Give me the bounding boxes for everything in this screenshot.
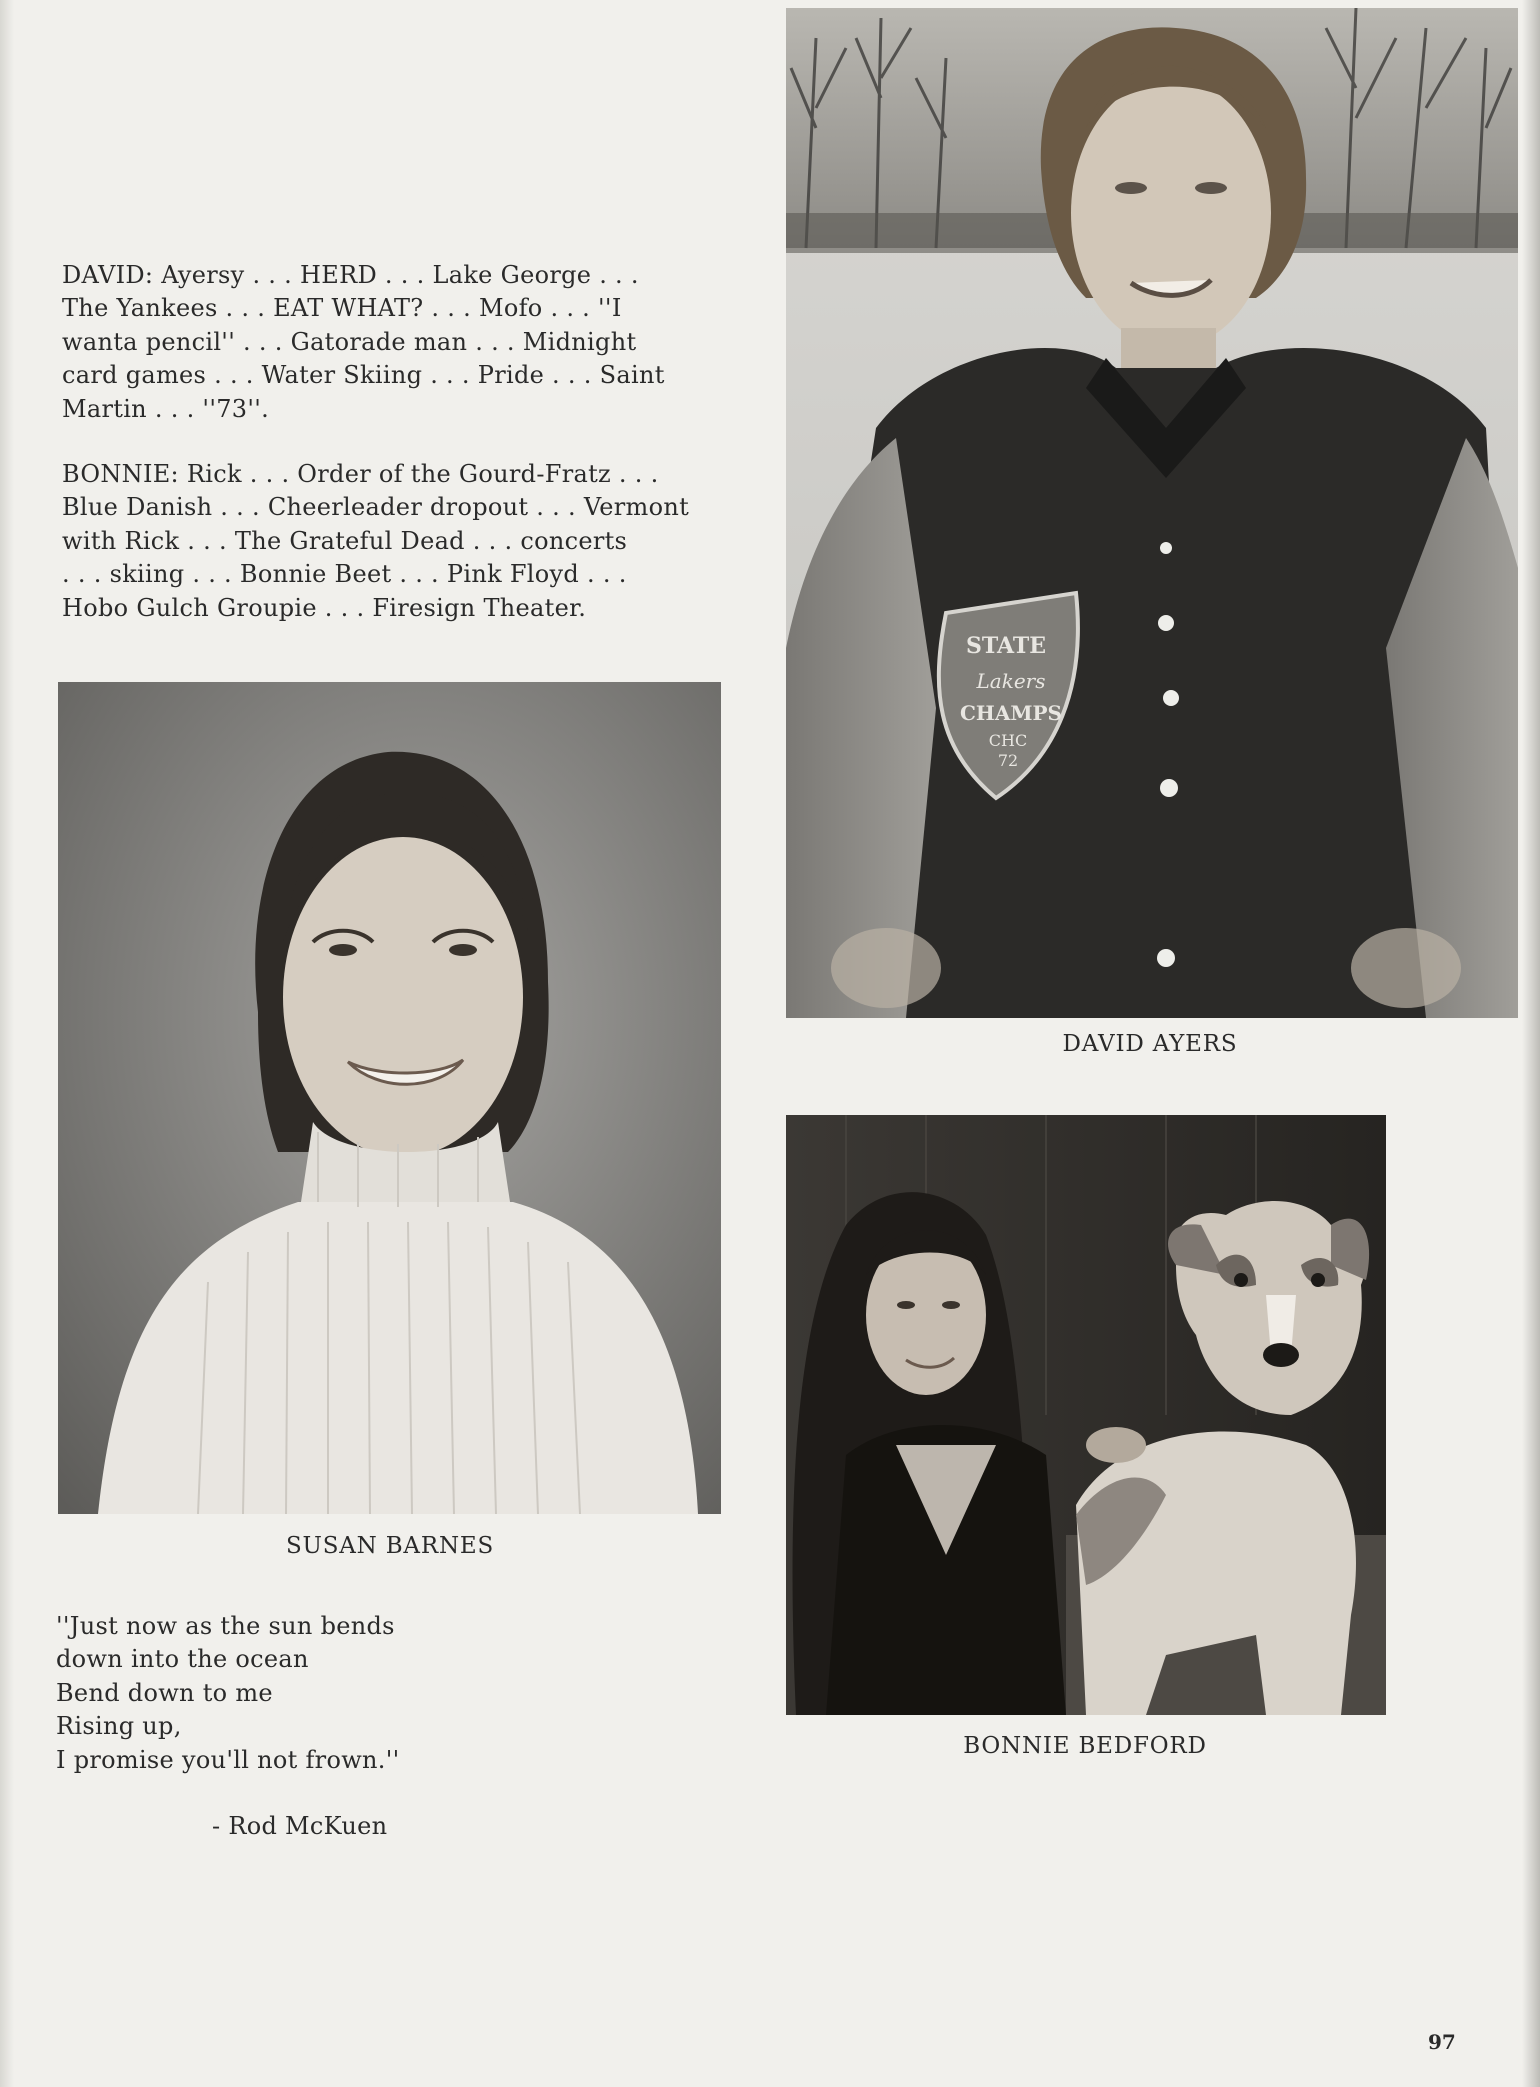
quote-line: ''Just now as the sun bends xyxy=(56,1612,395,1640)
page-number: 97 xyxy=(1428,2030,1456,2054)
rod-mckuen-quote xyxy=(56,1610,400,1777)
quote-line: Bend down to me xyxy=(56,1678,273,1707)
bio-line: card games . . . Water Skiing . . . Pride . . . Saint xyxy=(62,361,665,390)
bio-line: The Yankees . . . EAT WHAT? . . . Mofo . . . ''I xyxy=(62,294,622,323)
quote-attribution: - Rod McKuen xyxy=(212,1812,388,1840)
quote-line: Rising up, xyxy=(56,1712,182,1741)
patch-text-chc: CHC xyxy=(988,731,1028,750)
david-bio xyxy=(62,259,665,426)
page-edge-left xyxy=(0,0,14,2087)
susan-barnes-photo xyxy=(58,682,721,1514)
patch-text-champs: CHAMPS xyxy=(960,701,1062,725)
caption-susan-barnes: SUSAN BARNES xyxy=(285,1533,495,1559)
bio-line: . . . skiing . . . Bonnie Beet . . . Pink Floyd . . . xyxy=(62,560,627,589)
quote-line: down into the ocean xyxy=(56,1645,309,1674)
caption-bonnie-bedford: BONNIE BEDFORD xyxy=(963,1733,1207,1759)
bonnie-bio xyxy=(62,458,689,625)
caption-david-ayers: DAVID AYERS xyxy=(1062,1031,1238,1057)
bio-line: Martin . . . ''73''. xyxy=(62,394,270,423)
patch-text-lakers: Lakers xyxy=(976,669,1046,693)
bio-line: DAVID: Ayersy . . . HERD . . . Lake George . . . xyxy=(62,261,639,289)
patch-text-state: STATE xyxy=(965,633,1047,659)
bio-line: with Rick . . . The Grateful Dead . . . concerts xyxy=(62,526,628,555)
patch-text-year: 72 xyxy=(997,751,1019,770)
bonnie-bedford-photo xyxy=(786,1115,1386,1715)
bio-line: BONNIE: Rick . . . Order of the Gourd-Fratz . . . xyxy=(62,460,659,488)
bio-line: Blue Danish . . . Cheerleader dropout . . . Vermont xyxy=(62,493,690,522)
page-edge-right xyxy=(1522,0,1540,2087)
bio-line: wanta pencil'' . . . Gatorade man . . . Midnight xyxy=(62,327,637,356)
david-ayers-photo xyxy=(786,8,1518,1018)
quote-line: I promise you'll not frown.'' xyxy=(56,1745,400,1774)
bio-line: Hobo Gulch Groupie . . . Firesign Theater. xyxy=(62,593,587,622)
